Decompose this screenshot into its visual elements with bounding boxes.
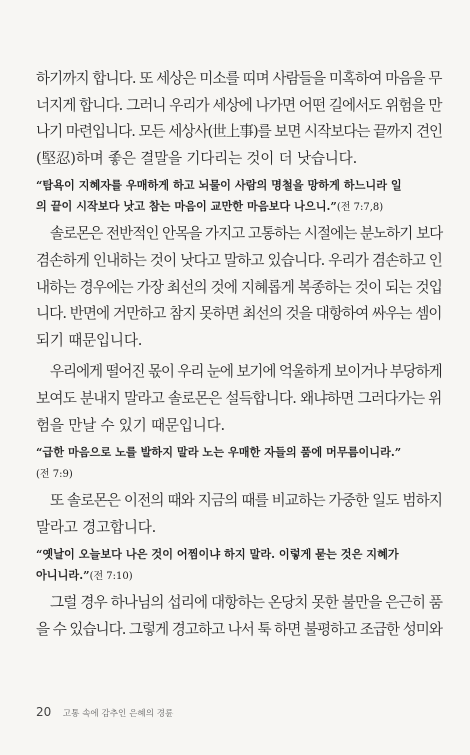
text-line: 되기 때문입니다. [36,331,143,349]
paragraph-5 [36,590,442,643]
text-line: 또 솔로몬은 이전의 때와 지금의 때를 비교하는 가중한 일도 범하지 [50,492,443,510]
text-line: 을 수 있습니다. 그렇게 경고하고 나서 툭 하면 불평하고 조급한 성미와 [36,620,442,638]
page-footer [36,705,173,719]
scripture-reference: (전 7:9) [36,469,73,481]
text-line: 니다. 반면에 거만하고 참지 못하면 최선의 것을 대항하여 싸우는 셈이 [36,305,442,323]
text-line: 겸손하게 인내하는 것이 낫다고 말하고 있습니다. 우리가 겸손하고 인 [36,251,443,269]
page-number: 20 [36,705,52,719]
text-line: 하기까지 합니다. 또 세상은 미소를 띠며 사람들을 미혹하여 마음을 무 [36,70,442,87]
quote-line: “옛날이 오늘보다 나은 것이 어찜이냐 하지 말라. 이렇게 묻는 것은 지혜가 [36,547,399,562]
text-line: 우리에게 떨어진 몫이 우리 눈에 보기에 억울하게 보이거나 부당하게 [50,363,442,381]
quote-line-with-ref [36,196,442,218]
text-line: (堅忍)하며 좋은 결말을 기다리는 것이 더 낫습니다. [36,149,358,167]
text-line: 그럴 경우 하나님의 섭리에 대항하는 온당치 못한 불만을 은근히 품 [50,594,443,612]
text-line: 험을 만날 수 있기 때문입니다. [36,416,225,434]
quote-text: 의 끝이 시작보다 낫고 참는 마음이 교만한 마음보다 나으니.” [36,199,337,214]
text-line: 내하는 경우에는 가장 최선의 것에 지혜롭게 복종하는 것이 되는 것입 [36,278,443,296]
paragraph-2 [36,221,442,354]
paragraph-1 [36,66,442,172]
text-line: 너지게 합니다. 그러니 우리가 세상에 나가면 어떤 길에서도 위험을 만 [36,96,442,114]
scripture-reference: (전 7:10) [89,571,133,583]
quote-line-with-ref [36,463,442,485]
text-line: 말라고 경고합니다. [36,518,157,536]
quote-line-with-ref [36,565,442,587]
quote-text: 아니니라.” [36,568,90,583]
text-line: 나기 마련입니다. 모든 세상사(世上事)를 보면 시작보다는 끝까지 견인 [36,123,443,141]
text-line: 보여도 분내지 말라고 솔로몬은 설득합니다. 왜냐하면 그러다가는 위 [36,389,442,407]
scripture-reference: (전 7:7,8) [336,202,384,214]
quote-line: “급한 마음으로 노를 발하지 말라 노는 우매한 자들의 품에 머무름이니라.” [36,445,402,460]
page-body [36,66,442,644]
scripture-quote-2 [36,442,442,485]
running-title: 고통 속에 감추인 은혜의 경륜 [62,709,174,719]
quote-line: “탐욕이 지혜자를 우매하게 하고 뇌물이 사람의 명철을 망하게 하느니라 일 [36,178,402,193]
paragraph-4 [36,488,442,541]
text-line: 솔로몬은 전반적인 안목을 가지고 고통하는 시절에는 분노하기 보다 [50,225,443,243]
paragraph-3 [36,359,442,439]
scripture-quote-1 [36,175,442,218]
scripture-quote-3 [36,544,442,587]
